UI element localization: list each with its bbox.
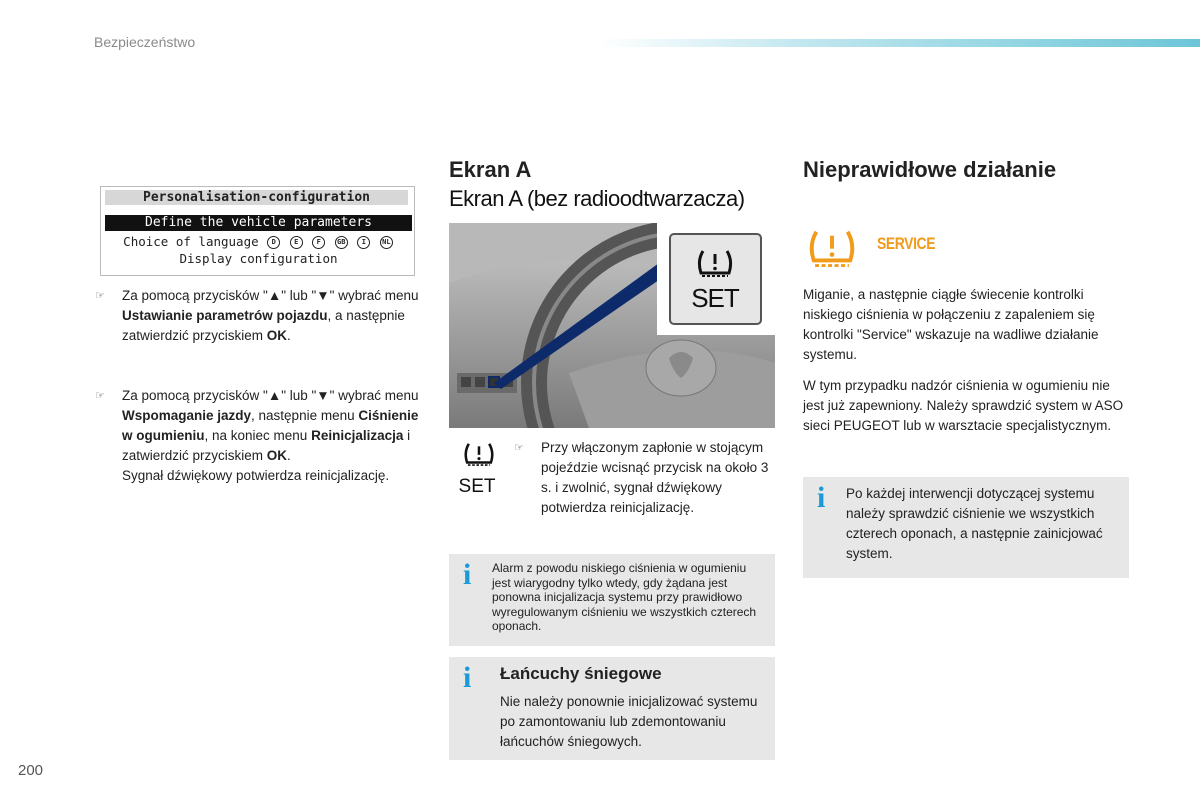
info-note-alarm xyxy=(449,554,775,646)
malfunction-text-1: Miganie, a następnie ciągłe świecenie kontrolki niskiego ciśnienia w połączeniu z zapaleniem się kontrolki "Service" wskazuje na wadliwe działanie systemu. xyxy=(803,287,1099,362)
lang-d: D xyxy=(267,236,280,249)
set-label: SET xyxy=(458,476,496,497)
header-bar xyxy=(600,39,1200,47)
lcd-language-label: Choice of language xyxy=(123,234,259,249)
lcd-display-line: Display configuration xyxy=(179,251,338,266)
section-title-ekran-a: Ekran A xyxy=(449,157,532,182)
set-button-label: SET xyxy=(691,283,739,313)
bullet-hand-icon: ☞ xyxy=(95,390,105,402)
section-title-malfunction: Nieprawidłowe działanie xyxy=(803,157,1057,182)
lcd-screen xyxy=(100,186,415,276)
step-2: ☞ Za pomocą przycisków "▲" lub "▼" wybrać menu Wspomaganie jazdy, następnie menu Ciśnienie w ogumieniu, na koniec menu Reinicjalizacja i zatwierdzić przyciskiem OK. Sygnał dźwiękowy potwierdza reinicjalizację. xyxy=(95,388,419,483)
lang-nl: NL xyxy=(380,236,393,249)
lcd-language-line xyxy=(105,234,412,249)
bullet-hand-icon: ☞ xyxy=(514,442,524,454)
lang-i: I xyxy=(357,236,370,249)
info-icon: i xyxy=(817,481,826,514)
info-note-text: Alarm z powodu niskiego ciśnienia w ogumieniu jest wiarygodny tylko wtedy, gdy żądana jest ponowna inicjalizacja systemu przy prawidłowo wyregulowanym ciśnieniu we wszystkich czterech oponach. xyxy=(492,561,757,633)
step-ekran-a: ☞ Przy włączonym zapłonie w stojącym pojeździe wcisnąć przycisk na około 3 s. i zwolnić, sygnał dźwiękowy potwierdza reinicjalizację. xyxy=(514,440,769,515)
section-name: Bezpieczeństwo xyxy=(94,34,196,50)
tyre-pressure-warning-icon xyxy=(682,247,748,284)
snow-chains-text: Nie należy ponownie inicjalizować systemu po zamontowaniu lub zdemontowaniu łańcuchów śniegowych. xyxy=(500,694,758,749)
malfunction-text-2: W tym przypadku nadzór ciśnienia w ogumieniu nie jest już zapewniony. Należy sprawdzić system w ASO sieci PEUGEOT lub w warsztacie specjalistycznym. xyxy=(803,378,1124,433)
snow-chains-title: Łańcuchy śniegowe xyxy=(500,664,662,683)
info-note-snow-chains xyxy=(449,657,775,760)
info-icon: i xyxy=(463,558,472,591)
tyre-pressure-warning-icon xyxy=(454,440,504,473)
lang-f: F xyxy=(312,236,325,249)
lang-e: E xyxy=(290,236,303,249)
info-note-intervention xyxy=(803,477,1129,578)
section-subtitle: Ekran A (bez radioodtwarzacza) xyxy=(449,186,745,211)
dashboard-photo xyxy=(449,223,775,428)
page-number: 200 xyxy=(18,762,44,779)
step-1: ☞ Za pomocą przycisków "▲" lub "▼" wybrać menu Ustawianie parametrów pojazdu, a następnie zatwierdzić przyciskiem OK. xyxy=(95,288,419,343)
service-warning-label: SERVICE xyxy=(877,234,936,253)
info-icon: i xyxy=(463,661,472,694)
lcd-selected-item: Define the vehicle parameters xyxy=(105,215,412,231)
intervention-note-text: Po każdej interwencji dotyczącej systemu należy sprawdzić ciśnienie we wszystkich czterech oponach, a następnie zainicjować system. xyxy=(846,486,1103,561)
lang-gb: GB xyxy=(335,236,348,249)
bullet-hand-icon: ☞ xyxy=(95,290,105,302)
lcd-title: Personalisation-configuration xyxy=(105,190,408,205)
tyre-pressure-warning-icon xyxy=(806,226,858,279)
